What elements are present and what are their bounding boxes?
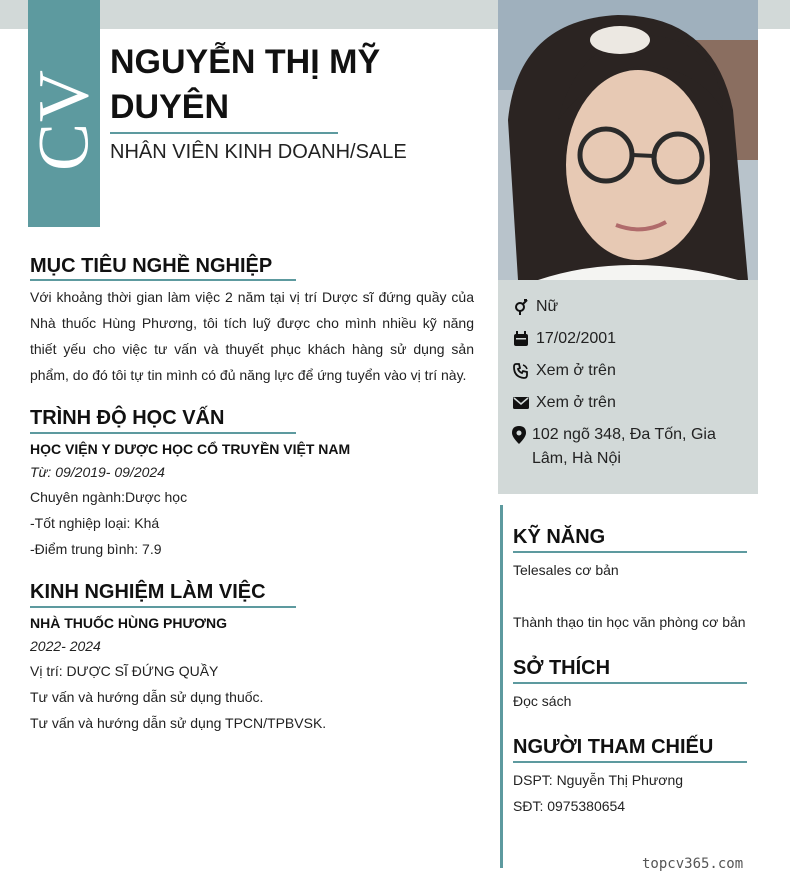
experience-company: NHÀ THUỐC HÙNG PHƯƠNG: [30, 615, 227, 631]
map-pin-icon: [512, 423, 526, 447]
gender-text: Nữ: [536, 298, 559, 315]
experience-line: Vị trí: DƯỢC SĨ ĐỨNG QUẦY: [30, 663, 219, 679]
job-title: NHÂN VIÊN KINH DOANH/SALE: [110, 141, 407, 163]
cv-mark: CV: [23, 68, 104, 172]
skills-rule: [513, 551, 747, 553]
education-rule: [30, 432, 296, 434]
contact-birthday: [512, 327, 616, 351]
experience-title: KINH NGHIỆM LÀM VIỆC: [30, 581, 266, 603]
experience-line: Tư vấn và hướng dẫn sử dụng TPCN/TPBVSK.: [30, 715, 327, 731]
education-dates: Từ: 09/2019- 09/2024: [30, 464, 165, 480]
hobby-item: Đọc sách: [513, 693, 572, 709]
experience-line: Tư vấn và hướng dẫn sử dụng thuốc.: [30, 689, 264, 705]
skills-title: KỸ NĂNG: [513, 526, 606, 548]
references-rule: [513, 761, 747, 763]
references-title: NGƯỜI THAM CHIẾU: [513, 736, 714, 758]
skill-item: Telesales cơ bản: [513, 562, 619, 578]
contact-phone: [512, 359, 616, 383]
reference-item: SĐT: 0975380654: [513, 798, 626, 814]
reference-item: DSPT: Nguyễn Thị Phương: [513, 772, 684, 788]
education-title: TRÌNH ĐỘ HỌC VẤN: [30, 407, 225, 429]
experience-rule: [30, 606, 296, 608]
skill-item: Thành thạo tin học văn phòng cơ bản: [513, 614, 746, 630]
contact-address: [512, 423, 732, 471]
gender-icon: [512, 295, 530, 319]
name-underline: [110, 132, 338, 134]
hobbies-rule: [513, 682, 747, 684]
objective-rule: [30, 279, 296, 281]
address-text: 102 ngõ 348, Đa Tốn, Gia Lâm, Hà Nội: [532, 426, 716, 467]
calendar-icon: [512, 327, 530, 351]
contact-gender: [512, 295, 558, 319]
profile-photo: [498, 0, 758, 280]
email-text: Xem ở trên: [536, 394, 616, 411]
education-line: -Điểm trung bình: 7.9: [30, 541, 162, 557]
envelope-icon: [512, 391, 530, 415]
experience-dates: 2022- 2024: [30, 638, 101, 654]
hobbies-title: SỞ THÍCH: [513, 657, 611, 679]
phone-icon: [512, 359, 530, 383]
education-school: HỌC VIỆN Y DƯỢC HỌC CỔ TRUYỀN VIỆT NAM: [30, 441, 351, 457]
candidate-name: NGUYỄN THỊ MỸ DUYÊN: [110, 43, 381, 126]
contact-email: [512, 391, 616, 415]
birthday-text: 17/02/2001: [536, 330, 617, 347]
objective-title: MỤC TIÊU NGHỀ NGHIỆP: [30, 255, 273, 277]
side-divider: [500, 505, 503, 868]
watermark: topcv365.com: [642, 856, 744, 872]
objective-text: Với khoảng thời gian làm việc 2 năm tại vị trí Dược sĩ đứng quầy của Nhà thuốc Hùng Phương, tôi tích luỹ được cho mình nhiều kỹ năng thiết yếu cho việc tư vấn và thuyết phục khách hàng sử dụng sản phẩm, do đó tôi tự tin mình có đủ năng lực để ứng tuyển vào vị trí này.: [30, 289, 474, 383]
education-line: Chuyên ngành:Dược học: [30, 489, 188, 505]
contact-panel: [498, 280, 758, 494]
education-line: -Tốt nghiệp loại: Khá: [30, 515, 160, 531]
phone-text: Xem ở trên: [536, 362, 616, 379]
